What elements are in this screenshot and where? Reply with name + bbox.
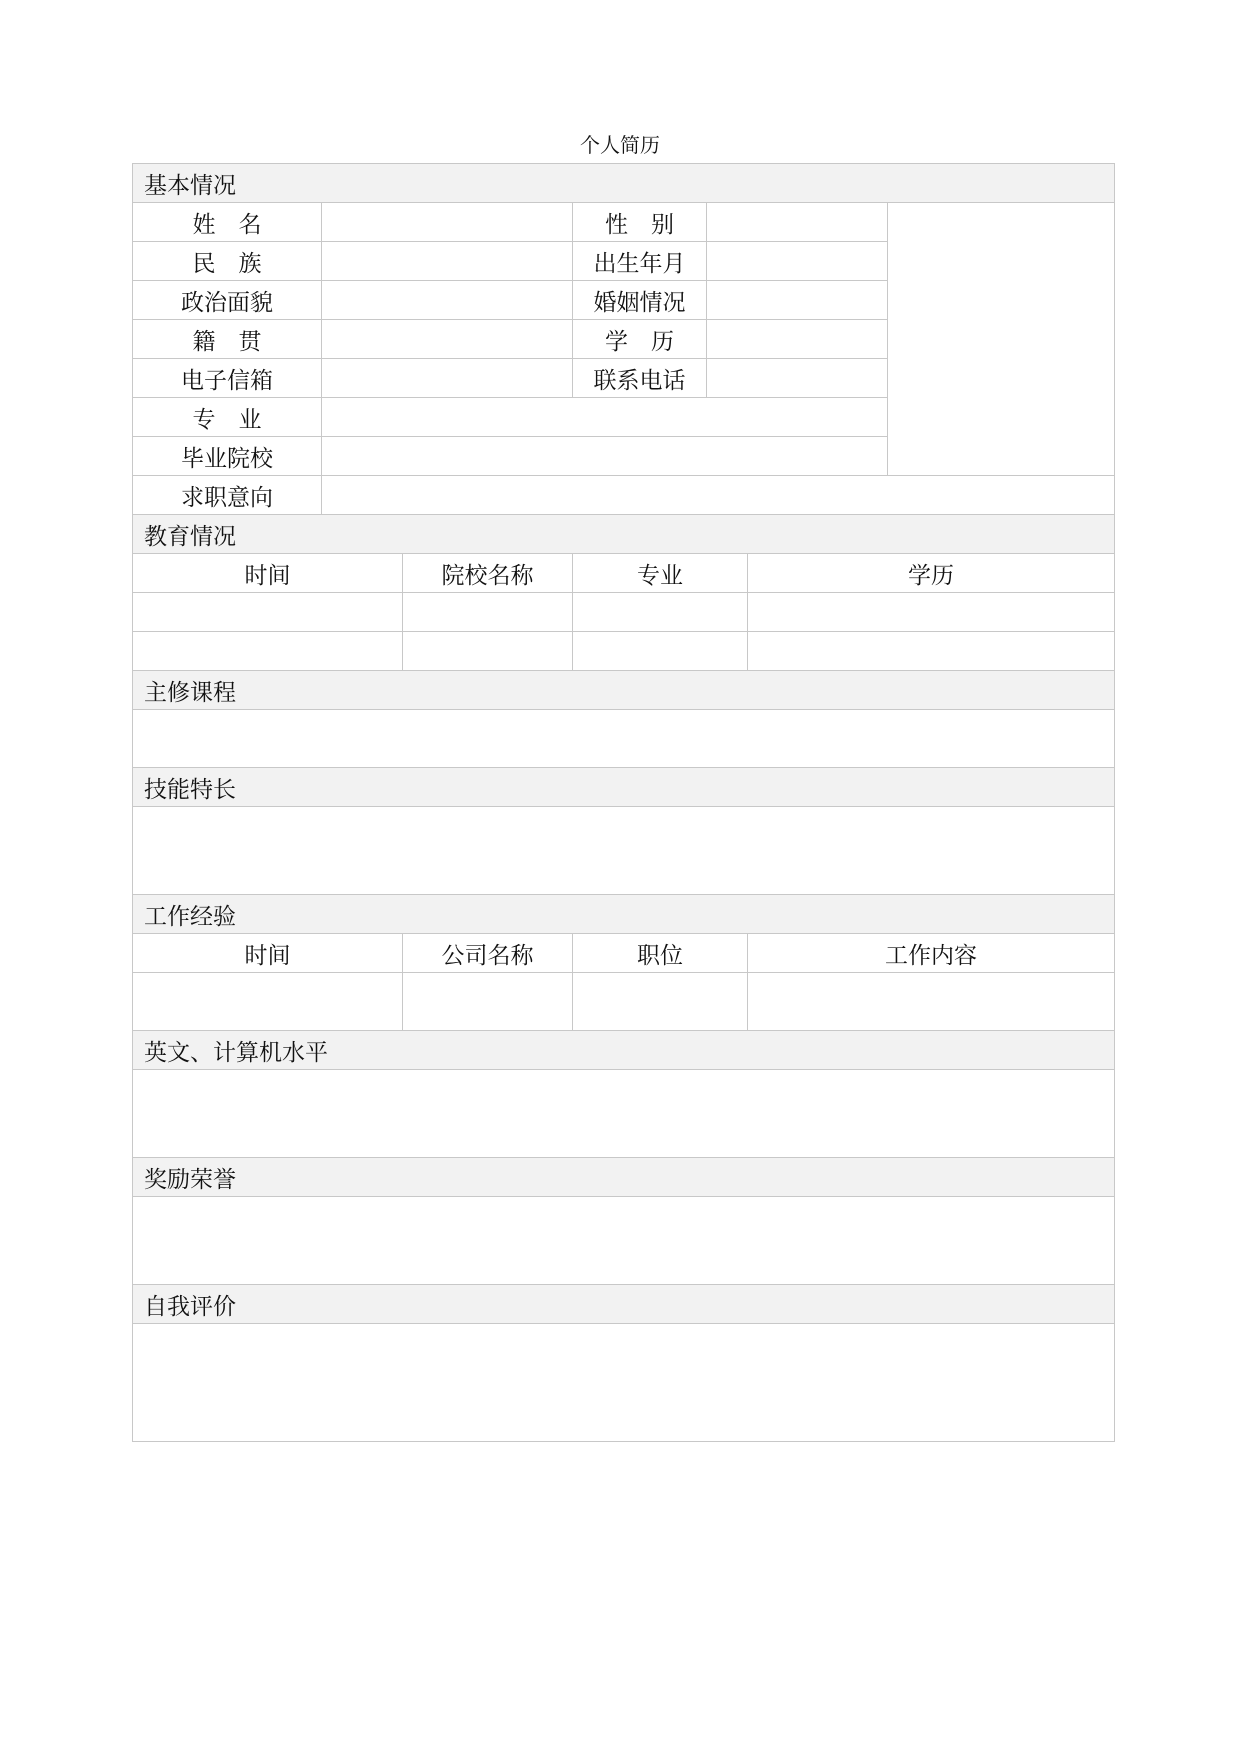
- major-label: 专 业: [133, 398, 322, 437]
- major-field[interactable]: [322, 398, 888, 437]
- work-row-1-time[interactable]: [133, 973, 403, 1031]
- edu-header-school: 院校名称: [403, 554, 573, 593]
- job-objective-field[interactable]: [322, 476, 1115, 515]
- edu-row-2-time[interactable]: [133, 632, 403, 671]
- work-header-content: 工作内容: [748, 934, 1115, 973]
- gender-label: 性 别: [573, 203, 707, 242]
- education-level-field[interactable]: [707, 320, 888, 359]
- section-courses: 主修课程: [133, 671, 1115, 710]
- work-row-1-position[interactable]: [573, 973, 748, 1031]
- email-label: 电子信箱: [133, 359, 322, 398]
- edu-row-2-degree[interactable]: [748, 632, 1115, 671]
- edu-row-1-degree[interactable]: [748, 593, 1115, 632]
- email-field[interactable]: [322, 359, 573, 398]
- phone-field[interactable]: [707, 359, 888, 398]
- school-field[interactable]: [322, 437, 888, 476]
- ethnicity-label: 民 族: [133, 242, 322, 281]
- language-computer-field[interactable]: [133, 1070, 1115, 1158]
- phone-label: 联系电话: [573, 359, 707, 398]
- resume-table: [132, 163, 1115, 1442]
- edu-row-1-major[interactable]: [573, 593, 748, 632]
- self-evaluation-field[interactable]: [133, 1324, 1115, 1442]
- courses-field[interactable]: [133, 710, 1115, 768]
- edu-header-degree: 学历: [748, 554, 1115, 593]
- political-status-field[interactable]: [322, 281, 573, 320]
- work-header-company: 公司名称: [403, 934, 573, 973]
- section-education: 教育情况: [133, 515, 1115, 554]
- edu-header-major: 专业: [573, 554, 748, 593]
- section-skills: 技能特长: [133, 768, 1115, 807]
- section-self-evaluation: 自我评价: [133, 1285, 1115, 1324]
- birth-label: 出生年月: [573, 242, 707, 281]
- hometown-field[interactable]: [322, 320, 573, 359]
- photo-box[interactable]: [888, 203, 1115, 476]
- edu-row-1-school[interactable]: [403, 593, 573, 632]
- job-objective-label: 求职意向: [133, 476, 322, 515]
- page-title: 个人简历: [580, 133, 660, 157]
- work-row-1-company[interactable]: [403, 973, 573, 1031]
- work-header-time: 时间: [133, 934, 403, 973]
- political-status-label: 政治面貌: [133, 281, 322, 320]
- edu-header-time: 时间: [133, 554, 403, 593]
- work-header-position: 职位: [573, 934, 748, 973]
- section-language-computer: 英文、计算机水平: [133, 1031, 1115, 1070]
- name-label: 姓 名: [133, 203, 322, 242]
- gender-field[interactable]: [707, 203, 888, 242]
- name-field[interactable]: [322, 203, 573, 242]
- birth-field[interactable]: [707, 242, 888, 281]
- section-work-experience: 工作经验: [133, 895, 1115, 934]
- ethnicity-field[interactable]: [322, 242, 573, 281]
- school-label: 毕业院校: [133, 437, 322, 476]
- edu-row-2-major[interactable]: [573, 632, 748, 671]
- edu-row-1-time[interactable]: [133, 593, 403, 632]
- marital-status-field[interactable]: [707, 281, 888, 320]
- marital-status-label: 婚姻情况: [573, 281, 707, 320]
- hometown-label: 籍 贯: [133, 320, 322, 359]
- section-basic-info: 基本情况: [133, 164, 1115, 203]
- education-level-label: 学 历: [573, 320, 707, 359]
- section-awards: 奖励荣誉: [133, 1158, 1115, 1197]
- edu-row-2-school[interactable]: [403, 632, 573, 671]
- awards-field[interactable]: [133, 1197, 1115, 1285]
- skills-field[interactable]: [133, 807, 1115, 895]
- work-row-1-content[interactable]: [748, 973, 1115, 1031]
